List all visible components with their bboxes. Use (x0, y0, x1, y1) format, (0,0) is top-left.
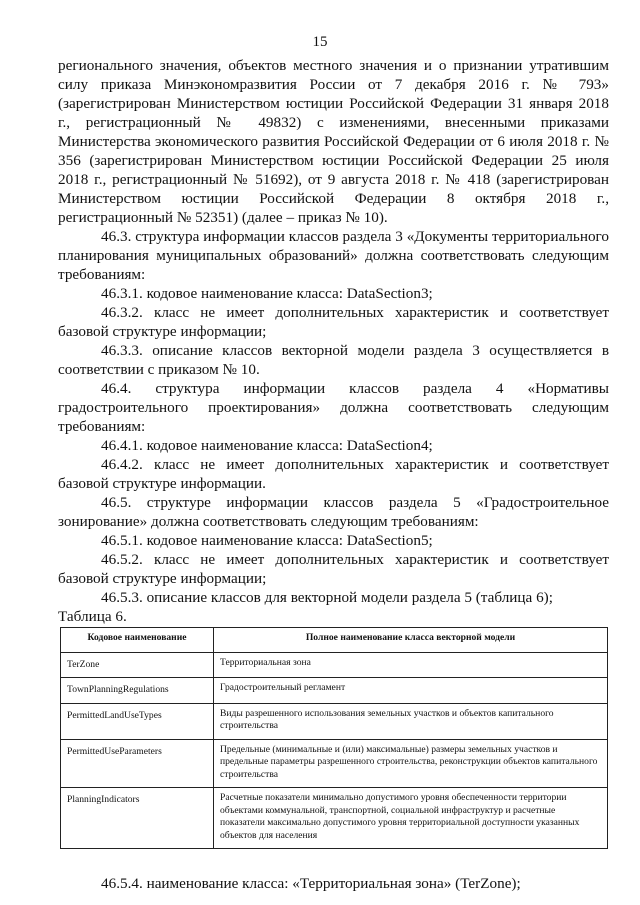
paragraph-46-4-2: 46.4.2. класс не имеет дополнительных характеристик и соответствует базовой структуре информации. (58, 456, 609, 492)
table-header-row (61, 628, 608, 653)
paragraph-46-5-1: 46.5.1. кодовое наименование класса: DataSection5; (101, 532, 433, 549)
table-row (61, 703, 608, 739)
page-number: 15 (312, 34, 328, 50)
cell-code: TownPlanningRegulations (61, 678, 214, 704)
table-6 (60, 627, 608, 849)
cell-code: TerZone (61, 652, 214, 678)
paragraph-continuation: регионального значения, объектов местного значения и о признании утратившим силу приказа Минэкономразвития России от 7 декабря 2016 г. № 793» (зарегистрирован Министерством юстиции Российской Федерации 31 января 2018 г., регистрационный № 49832) с изменениями, внесенными приказами Министерства экономического развития Российской Федерации от 6 июля 2018 г. № 356 (зарегистрирован Министерством юстиции Российской Федерации 25 июля 2018 г., регистрационный № 51692), от 9 августа 2018 г. № 418 (зарегистрирован Министерством юстиции Российской Федерации 8 октября 2018 г., регистрационный № 52351) (далее – приказ № 10). (58, 57, 609, 226)
column-header-name: Полное наименование класса векторной модели (214, 628, 608, 653)
paragraph-46-5: 46.5. структуре информации классов раздела 5 «Градостроительное зонирование» должна соответствовать следующим требованиям: (58, 494, 609, 530)
paragraph-46-3-2: 46.3.2. класс не имеет дополнительных характеристик и соответствует базовой структуре информации; (58, 304, 609, 340)
table-row (61, 739, 608, 788)
table-row (61, 678, 608, 704)
cell-code: PermittedLandUseTypes (61, 703, 214, 739)
paragraph-46-3: 46.3. структура информации классов раздела 3 «Документы территориального планирования муниципальных образований» должна соответствовать следующим требованиям: (58, 228, 609, 283)
table-row (61, 788, 608, 849)
cell-name: Виды разрешенного использования земельных участков и объектов капитального строительства (214, 703, 608, 739)
paragraph-46-4: 46.4. структура информации классов раздела 4 «Нормативы градостроительного проектирования» должна соответствовать следующим требованиям: (58, 380, 609, 435)
cell-name: Территориальная зона (214, 652, 608, 678)
cell-code: PlanningIndicators (61, 788, 214, 849)
cell-name: Градостроительный регламент (214, 678, 608, 704)
table-row (61, 652, 608, 678)
cell-name: Предельные (минимальные и (или) максимальные) размеры земельных участков и предельные параметры разрешенного строительства, реконструкции объектов капитального строительства (214, 739, 608, 788)
cell-code: PermittedUseParameters (61, 739, 214, 788)
paragraph-46-5-2: 46.5.2. класс не имеет дополнительных характеристик и соответствует базовой структуре информации; (58, 551, 609, 587)
paragraph-46-5-3: 46.5.3. описание классов для векторной модели раздела 5 (таблица 6); (101, 589, 553, 606)
paragraph-46-3-1: 46.3.1. кодовое наименование класса: DataSection3; (101, 285, 433, 302)
cell-name: Расчетные показатели минимально допустимого уровня обеспеченности территории объектами коммунальной, транспортной, социальной инфраструктур и расчетные показатели максимально допустимого уровня территориальной доступности указанных объектов для населения (214, 788, 608, 849)
paragraph-46-5-4: 46.5.4. наименование класса: «Территориальная зона» (TerZone); (101, 875, 521, 892)
column-header-code: Кодовое наименование (61, 628, 214, 653)
paragraph-46-4-1: 46.4.1. кодовое наименование класса: DataSection4; (101, 437, 433, 454)
table-caption: Таблица 6. (58, 608, 127, 625)
paragraph-46-3-3: 46.3.3. описание классов векторной модели раздела 3 осуществляется в соответствии с приказом № 10. (58, 342, 609, 378)
document-body (58, 56, 609, 893)
